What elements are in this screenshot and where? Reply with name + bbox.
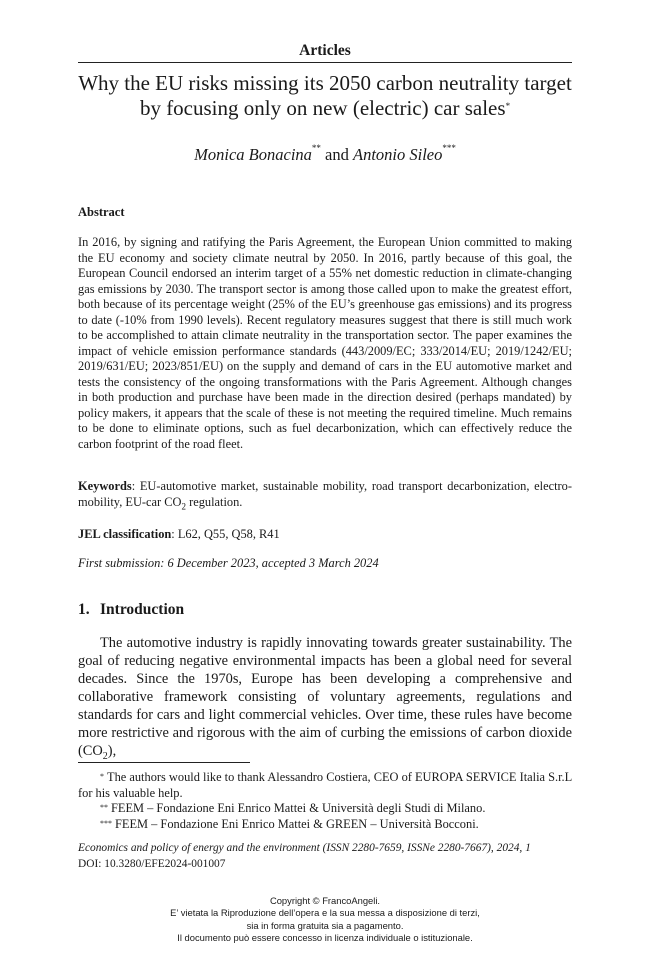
section-title: Introduction xyxy=(100,601,185,618)
title-line-2-text: by focusing only on new (electric) car sales xyxy=(139,96,506,120)
jel-classification xyxy=(78,527,280,542)
introduction-text-end: ), xyxy=(107,743,117,759)
footnote xyxy=(78,770,572,801)
keywords-subscript: 2 xyxy=(181,500,186,511)
footnote-text: FEEM – Fondazione Eni Enrico Mattei & Università degli Studi di Milano. xyxy=(111,801,486,815)
footnote-symbol: *** xyxy=(100,818,112,828)
copyright-line-1: Copyright © FrancoAngeli. xyxy=(269,895,381,906)
footnote-symbol: ** xyxy=(100,803,108,812)
section-number: 1. xyxy=(78,601,90,618)
author-1: Monica Bonacina xyxy=(194,145,312,164)
introduction-paragraph xyxy=(78,634,572,766)
journal-citation: Economics and policy of energy and the environment (ISSN 2280-7659, ISSNe 2280-7667), 2024, 1 xyxy=(78,842,531,854)
submission-dates: First submission: 6 December 2023, accepted 3 March 2024 xyxy=(78,556,379,570)
keywords-text: : EU-automotive market, sustainable mobility, road transport decarbonization, electro-mobility, EU-car CO xyxy=(78,479,572,509)
introduction-heading xyxy=(78,601,184,619)
footnote xyxy=(78,801,572,817)
article-title xyxy=(70,71,580,121)
author-separator: and xyxy=(320,145,353,164)
copyright-line-2: E’ vietata la Riproduzione dell’opera e la sua messa a disposizione di terzi, xyxy=(170,907,480,919)
author-2-mark: *** xyxy=(442,143,456,153)
title-line-1: Why the EU risks missing its 2050 carbon neutrality target xyxy=(78,71,572,95)
footnotes xyxy=(78,770,572,832)
keywords-text-end: regulation. xyxy=(185,494,243,509)
keywords xyxy=(78,479,572,514)
jel-codes: : L62, Q55, Q58, R41 xyxy=(171,527,280,541)
abstract-heading: Abstract xyxy=(78,205,125,219)
header-rule xyxy=(78,62,572,63)
title-footnote-mark: * xyxy=(505,101,511,111)
introduction-subscript: 2 xyxy=(102,750,108,762)
introduction-body xyxy=(78,634,572,766)
author-1-mark: ** xyxy=(311,143,321,153)
footnote-text: The authors would like to thank Alessandro Costiera, CEO of EUROPA SERVICE Italia S.r.L for his valuable help. xyxy=(78,770,572,800)
introduction-text: The automotive industry is rapidly innovating towards greater sustainability. The goal of reducing negative environmental impacts has been a global need for several decades. Since the 1970s, Europe has been developing a comprehensive and collaborative framework consisting of voluntary agreements, regulations and standards for cars and light commercial vehicles. Over time, these rules have become more restrictive and rigorous with the aim of curbing the emissions of carbon dioxide (CO xyxy=(78,635,572,759)
footnote xyxy=(78,817,572,833)
abstract-body xyxy=(78,235,572,452)
journal-info xyxy=(78,841,572,872)
jel-label: JEL classification xyxy=(78,527,172,541)
copyright-line-4: Il documento può essere concesso in licenza individuale o istituzionale. xyxy=(177,931,473,943)
keywords-label: Keywords xyxy=(78,479,132,493)
copyright-line-3: sia in forma gratuita sia a pagamento. xyxy=(246,919,404,931)
title-line-2 xyxy=(70,96,580,121)
footnote-symbol: * xyxy=(100,772,104,781)
abstract-text: In 2016, by signing and ratifying the Paris Agreement, the European Union committed to making the EU economy and society climate neutral by 2050. In 2016, partly because of this goal, the European Council endorsed an interim target of a 55% net domestic reduction in climate-changing gas emissions by 2030. The transport sector is among those called upon to make the greatest effort, both because of its percentage weight (25% of the EU’s greenhouse gas emissions) and its progress to date (-10% from 1990 levels). Recent regulatory measures suggest that there is still much work to be accomplished to attain climate neutrality in the transportation sector. The paper examines the impact of vehicle emission performance standards (443/2009/EC; 333/2014/EU; 2019/1242/EU; 2019/631/EU; 2023/851/EU) on the supply and demand of cars in the EU automotive market and tests the consistency of the ongoing transformations with the Paris Agreement. Although changes in both production and purchase have been made in the direction desired (perhaps mandated) by policy makers, it appears that the scale of these is not meeting the required timeline. Much remains to be done to eliminate options, such as fuel decarbonization, which can effectively reduce the carbon footprint of the road fleet. xyxy=(78,235,572,451)
copyright-notice xyxy=(78,895,572,944)
author-2: Antonio Sileo xyxy=(352,145,443,164)
authors xyxy=(78,145,572,165)
footnote-text: FEEM – Fondazione Eni Enrico Mattei & GREEN – Università Bocconi. xyxy=(115,816,479,831)
doi: DOI: 10.3280/EFE2024-001007 xyxy=(78,857,226,870)
section-header: Articles xyxy=(299,42,351,59)
footnote-rule xyxy=(78,762,250,763)
